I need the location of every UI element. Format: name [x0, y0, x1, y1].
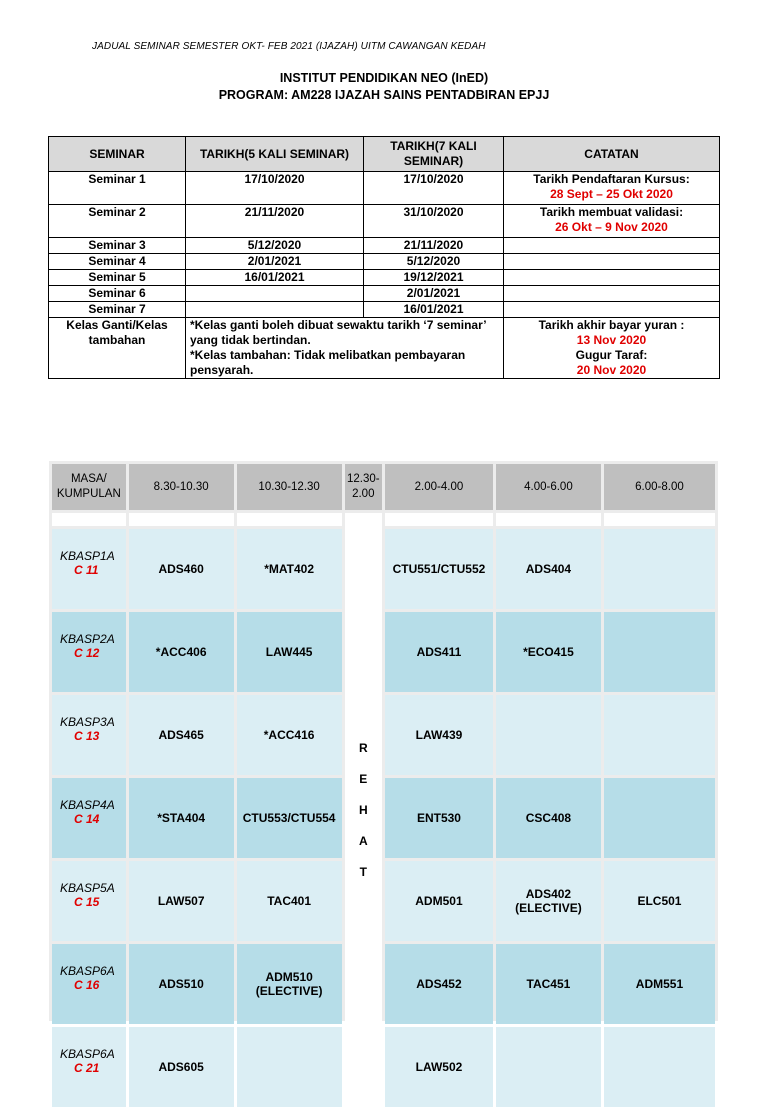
validation-note — [504, 205, 720, 238]
validation-label: Tarikh membuat validasi: — [539, 205, 684, 219]
course-cell: LAW439 — [385, 695, 493, 775]
empty-note — [504, 254, 720, 270]
course-cell: ADS404 — [496, 529, 601, 609]
group-name: KBASP3A — [60, 715, 115, 729]
fee-value: 13 Nov 2020 — [576, 333, 647, 347]
extra-class-row — [49, 318, 720, 379]
header-break: 12.30-2.00 — [345, 464, 382, 510]
timetable-header-row — [52, 464, 715, 510]
course-cell: LAW507 — [129, 861, 234, 941]
registration-note — [504, 172, 720, 205]
header-time-group: MASA/ KUMPULAN — [52, 464, 126, 510]
course-cell: ADS452 — [385, 944, 493, 1024]
seminar-date-five — [186, 286, 364, 302]
course-cell: *ECO415 — [496, 612, 601, 692]
rehat-letter: R — [358, 740, 368, 755]
seminar-date-five: 21/11/2020 — [186, 205, 364, 238]
course-cell: *ACC406 — [129, 612, 234, 692]
course-cell — [604, 612, 715, 692]
course-cell: CTU553/CTU554 — [237, 778, 342, 858]
institute-title: INSTITUT PENDIDIKAN NEO (InED) — [279, 71, 489, 85]
course-cell — [604, 529, 715, 609]
seminar-row — [49, 205, 720, 238]
extra-class-label: Kelas Ganti/Kelas tambahan — [49, 318, 186, 379]
timetable — [49, 461, 718, 1110]
seminar-label: Seminar 7 — [49, 302, 186, 318]
seminar-row — [49, 172, 720, 205]
document-header: JADUAL SEMINAR SEMESTER OKT- FEB 2021 (IJAZAH) UITM CAWANGAN KEDAH — [92, 41, 486, 52]
additional-class-note: *Kelas tambahan: Tidak melibatkan pembayaran pensyarah. — [190, 348, 466, 377]
group-cell — [52, 778, 126, 858]
seminar-date-five: 17/10/2020 — [186, 172, 364, 205]
drop-value: 20 Nov 2020 — [576, 363, 647, 377]
course-cell — [237, 1027, 342, 1107]
group-code: C 11 — [74, 563, 99, 577]
course-cell: *ACC416 — [237, 695, 342, 775]
group-code: C 12 — [74, 646, 100, 660]
seminar-date-seven: 31/10/2020 — [364, 205, 504, 238]
extra-class-text — [186, 318, 504, 379]
group-cell — [52, 944, 126, 1024]
group-cell — [52, 695, 126, 775]
header-seminar: SEMINAR — [49, 137, 186, 172]
course-cell: ADS510 — [129, 944, 234, 1024]
header-slot-5: 6.00-8.00 — [604, 464, 715, 510]
course-cell: TAC451 — [496, 944, 601, 1024]
group-cell — [52, 529, 126, 609]
header-slot-3: 2.00-4.00 — [385, 464, 493, 510]
seminar-date-seven: 19/12/2021 — [364, 270, 504, 286]
header-slot-4: 4.00-6.00 — [496, 464, 601, 510]
course-cell — [496, 695, 601, 775]
course-cell: ADS460 — [129, 529, 234, 609]
course-cell: CTU551/CTU552 — [385, 529, 493, 609]
seminar-label: Seminar 3 — [49, 238, 186, 254]
group-code: C 13 — [74, 729, 100, 743]
header-slot-1: 8.30-10.30 — [129, 464, 234, 510]
group-code: C 15 — [74, 895, 100, 909]
spacer-cell — [496, 513, 601, 526]
rehat-letter: H — [358, 802, 368, 817]
seminar-header-row — [49, 137, 720, 172]
group-name: KBASP5A — [60, 881, 115, 895]
course-cell: ADS411 — [385, 612, 493, 692]
rehat-letter: T — [359, 864, 367, 879]
timetable-row — [52, 529, 715, 609]
seminar-row — [49, 238, 720, 254]
fee-note — [504, 318, 720, 379]
rehat-letter: E — [359, 771, 368, 786]
group-cell — [52, 1027, 126, 1107]
header-notes: CATATAN — [504, 137, 720, 172]
group-cell — [52, 612, 126, 692]
course-cell: LAW502 — [385, 1027, 493, 1107]
timetable-row — [52, 612, 715, 692]
registration-label: Tarikh Pendaftaran Kursus: — [533, 172, 690, 186]
drop-label: Gugur Taraf: — [575, 348, 648, 362]
group-code: C 14 — [74, 812, 100, 826]
seminar-date-seven: 2/01/2021 — [364, 286, 504, 302]
course-cell: ADM510 (ELECTIVE) — [237, 944, 342, 1024]
seminar-row — [49, 302, 720, 318]
group-name: KBASP4A — [60, 798, 115, 812]
timetable-row — [52, 778, 715, 858]
timetable-row — [52, 861, 715, 941]
course-cell: *MAT402 — [237, 529, 342, 609]
spacer-cell — [604, 513, 715, 526]
header-seven-seminar: TARIKH(7 KALI SEMINAR) — [364, 137, 504, 172]
group-cell — [52, 861, 126, 941]
group-name: KBASP2A — [60, 632, 115, 646]
course-cell: ADM501 — [385, 861, 493, 941]
group-name: KBASP6A — [60, 1047, 115, 1061]
header-five-seminar: TARIKH(5 KALI SEMINAR) — [186, 137, 364, 172]
timetable-row — [52, 1027, 715, 1107]
seminar-date-five: 16/01/2021 — [186, 270, 364, 286]
seminar-label: Seminar 1 — [49, 172, 186, 205]
rehat-letters — [345, 733, 382, 888]
seminar-label: Seminar 4 — [49, 254, 186, 270]
course-cell: TAC401 — [237, 861, 342, 941]
course-cell: ENT530 — [385, 778, 493, 858]
seminar-row — [49, 254, 720, 270]
group-name: KBASP6A — [60, 964, 115, 978]
course-cell — [496, 1027, 601, 1107]
course-cell: ADS465 — [129, 695, 234, 775]
course-cell: ADS605 — [129, 1027, 234, 1107]
seminar-date-five — [186, 302, 364, 318]
seminar-date-five: 5/12/2020 — [186, 238, 364, 254]
rehat-letter: A — [358, 833, 368, 848]
spacer-cell — [52, 513, 126, 526]
timetable-spacer-row — [52, 513, 715, 526]
course-cell: CSC408 — [496, 778, 601, 858]
seminar-row — [49, 286, 720, 302]
course-cell: ADM551 — [604, 944, 715, 1024]
spacer-cell — [237, 513, 342, 526]
seminar-label: Seminar 2 — [49, 205, 186, 238]
group-code: C 16 — [74, 978, 100, 992]
program-title: PROGRAM: AM228 IJAZAH SAINS PENTADBIRAN EPJJ — [218, 88, 550, 102]
course-cell — [604, 695, 715, 775]
empty-note — [504, 238, 720, 254]
title-block — [0, 70, 768, 104]
spacer-cell — [129, 513, 234, 526]
spacer-cell — [385, 513, 493, 526]
group-name: KBASP1A — [60, 549, 115, 563]
empty-note — [504, 302, 720, 318]
fee-label: Tarikh akhir bayar yuran : — [538, 318, 685, 332]
empty-note — [504, 286, 720, 302]
seminar-date-seven: 5/12/2020 — [364, 254, 504, 270]
course-cell: ADS402 (ELECTIVE) — [496, 861, 601, 941]
empty-note — [504, 270, 720, 286]
timetable-panel — [49, 461, 718, 1075]
seminar-date-five: 2/01/2021 — [186, 254, 364, 270]
seminar-date-seven: 17/10/2020 — [364, 172, 504, 205]
rehat-break-column — [345, 513, 382, 1107]
group-code: C 21 — [74, 1061, 100, 1075]
course-cell: ELC501 — [604, 861, 715, 941]
course-cell — [604, 778, 715, 858]
seminar-date-seven: 21/11/2020 — [364, 238, 504, 254]
seminar-label: Seminar 5 — [49, 270, 186, 286]
timetable-row — [52, 695, 715, 775]
seminar-label: Seminar 6 — [49, 286, 186, 302]
course-cell — [604, 1027, 715, 1107]
seminar-row — [49, 270, 720, 286]
timetable-row — [52, 944, 715, 1024]
seminar-date-seven: 16/01/2021 — [364, 302, 504, 318]
validation-value: 26 Okt – 9 Nov 2020 — [555, 220, 668, 234]
course-cell: LAW445 — [237, 612, 342, 692]
header-slot-2: 10.30-12.30 — [237, 464, 342, 510]
replacement-class-note: *Kelas ganti boleh dibuat sewaktu tarikh ‘7 seminar’ yang tidak bertindan. — [190, 318, 486, 347]
seminar-table — [48, 136, 720, 379]
course-cell: *STA404 — [129, 778, 234, 858]
registration-value: 28 Sept – 25 Okt 2020 — [550, 187, 673, 201]
